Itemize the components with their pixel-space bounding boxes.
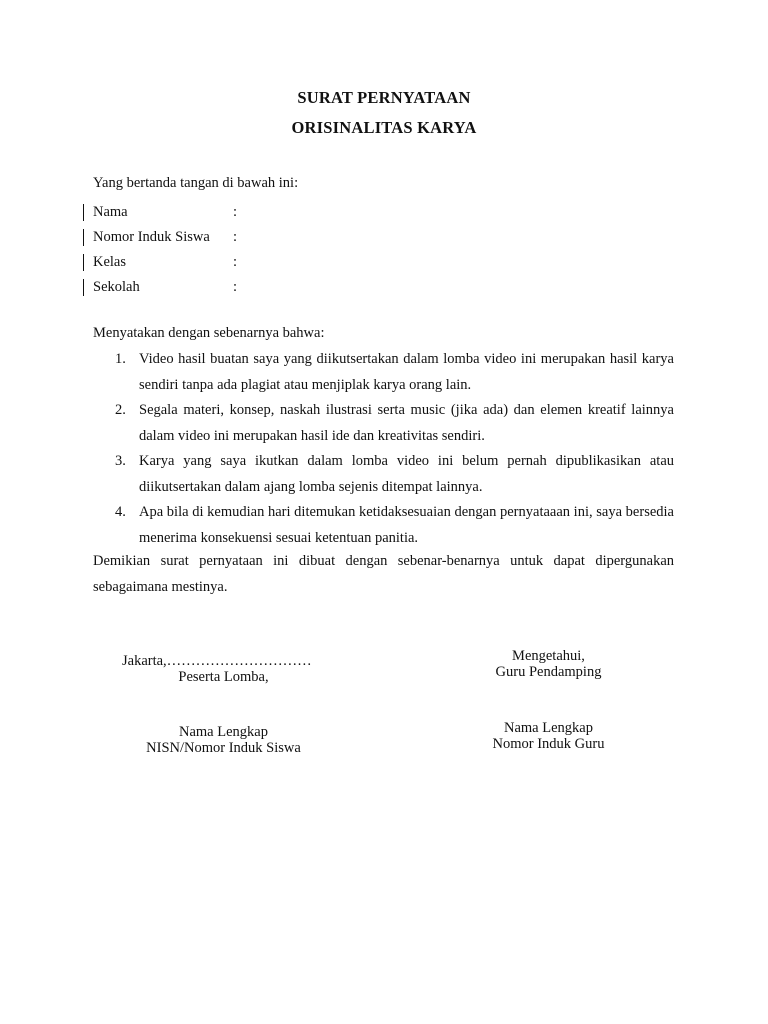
teacher-signature-footer bbox=[430, 720, 667, 752]
statement-list bbox=[93, 347, 674, 551]
field-marker bbox=[83, 279, 84, 296]
list-item bbox=[93, 398, 674, 449]
field-marker bbox=[83, 229, 84, 246]
intro-text: Yang bertanda tangan di bawah ini: bbox=[93, 175, 299, 191]
field-label: Nama bbox=[93, 204, 128, 220]
field-colon: : bbox=[233, 279, 238, 295]
list-text: Karya yang saya ikutkan dalam lomba video ini belum pernah dipublikasikan atau diikutsertakan dalam ajang lomba sejenis ditempat lainnya. bbox=[139, 453, 674, 495]
list-number: 1. bbox=[115, 351, 126, 367]
acknowledgement: Mengetahui, bbox=[512, 648, 585, 664]
field-marker bbox=[83, 204, 84, 221]
participant-name: Nama Lengkap bbox=[179, 724, 268, 740]
list-text: Video hasil buatan saya yang diikutsertakan dalam lomba video ini merupakan hasil karya sendiri tanpa ada plagiat atau menjiplak karya orang lain. bbox=[139, 351, 674, 393]
place-date: Jakarta,………………………… bbox=[122, 653, 312, 669]
field-label: Kelas bbox=[93, 254, 127, 270]
teacher-name: Nama Lengkap bbox=[504, 720, 593, 736]
list-item bbox=[93, 500, 674, 551]
list-item bbox=[93, 347, 674, 398]
list-number: 2. bbox=[115, 402, 126, 418]
field-colon: : bbox=[233, 229, 238, 245]
field-label: Sekolah bbox=[93, 279, 140, 295]
identity-fields bbox=[83, 200, 237, 300]
field-colon: : bbox=[233, 204, 238, 220]
document-title: SURAT PERNYATAAN bbox=[297, 88, 471, 107]
participant-signature-header bbox=[100, 653, 347, 685]
list-text: Apa bila di kemudian hari ditemukan ketidaksesuaian dengan pernyataaan ini, saya bersedia menerima konsekuensi sesuai ketentuan panitia. bbox=[139, 504, 674, 546]
statement-intro: Menyatakan dengan sebenarnya bahwa: bbox=[93, 325, 325, 341]
field-colon: : bbox=[233, 254, 238, 270]
field-row-nama bbox=[83, 200, 237, 225]
list-number: 3. bbox=[115, 453, 126, 469]
list-item bbox=[93, 449, 674, 500]
document-subtitle: ORISINALITAS KARYA bbox=[291, 118, 477, 137]
participant-signature-footer bbox=[100, 724, 347, 756]
teacher-role: Guru Pendamping bbox=[495, 664, 602, 680]
list-number: 4. bbox=[115, 504, 126, 520]
closing-paragraph: Demikian surat pernyataan ini dibuat dengan sebenar-benarnya untuk dapat dipergunakan sebagaimana mestinya. bbox=[93, 553, 674, 595]
participant-id: NISN/Nomor Induk Siswa bbox=[146, 740, 301, 756]
participant-role: Peserta Lomba, bbox=[178, 669, 269, 685]
teacher-id: Nomor Induk Guru bbox=[492, 736, 605, 752]
teacher-signature-header bbox=[430, 648, 667, 680]
field-marker bbox=[83, 254, 84, 271]
list-text: Segala materi, konsep, naskah ilustrasi serta music (jika ada) dan elemen kreatif lainnya dalam video ini merupakan hasil ide dan kreativitas sendiri. bbox=[139, 402, 674, 444]
field-label: Nomor Induk Siswa bbox=[93, 229, 210, 245]
field-row-kelas bbox=[83, 250, 237, 275]
field-row-sekolah bbox=[83, 275, 237, 300]
field-row-nis bbox=[83, 225, 237, 250]
